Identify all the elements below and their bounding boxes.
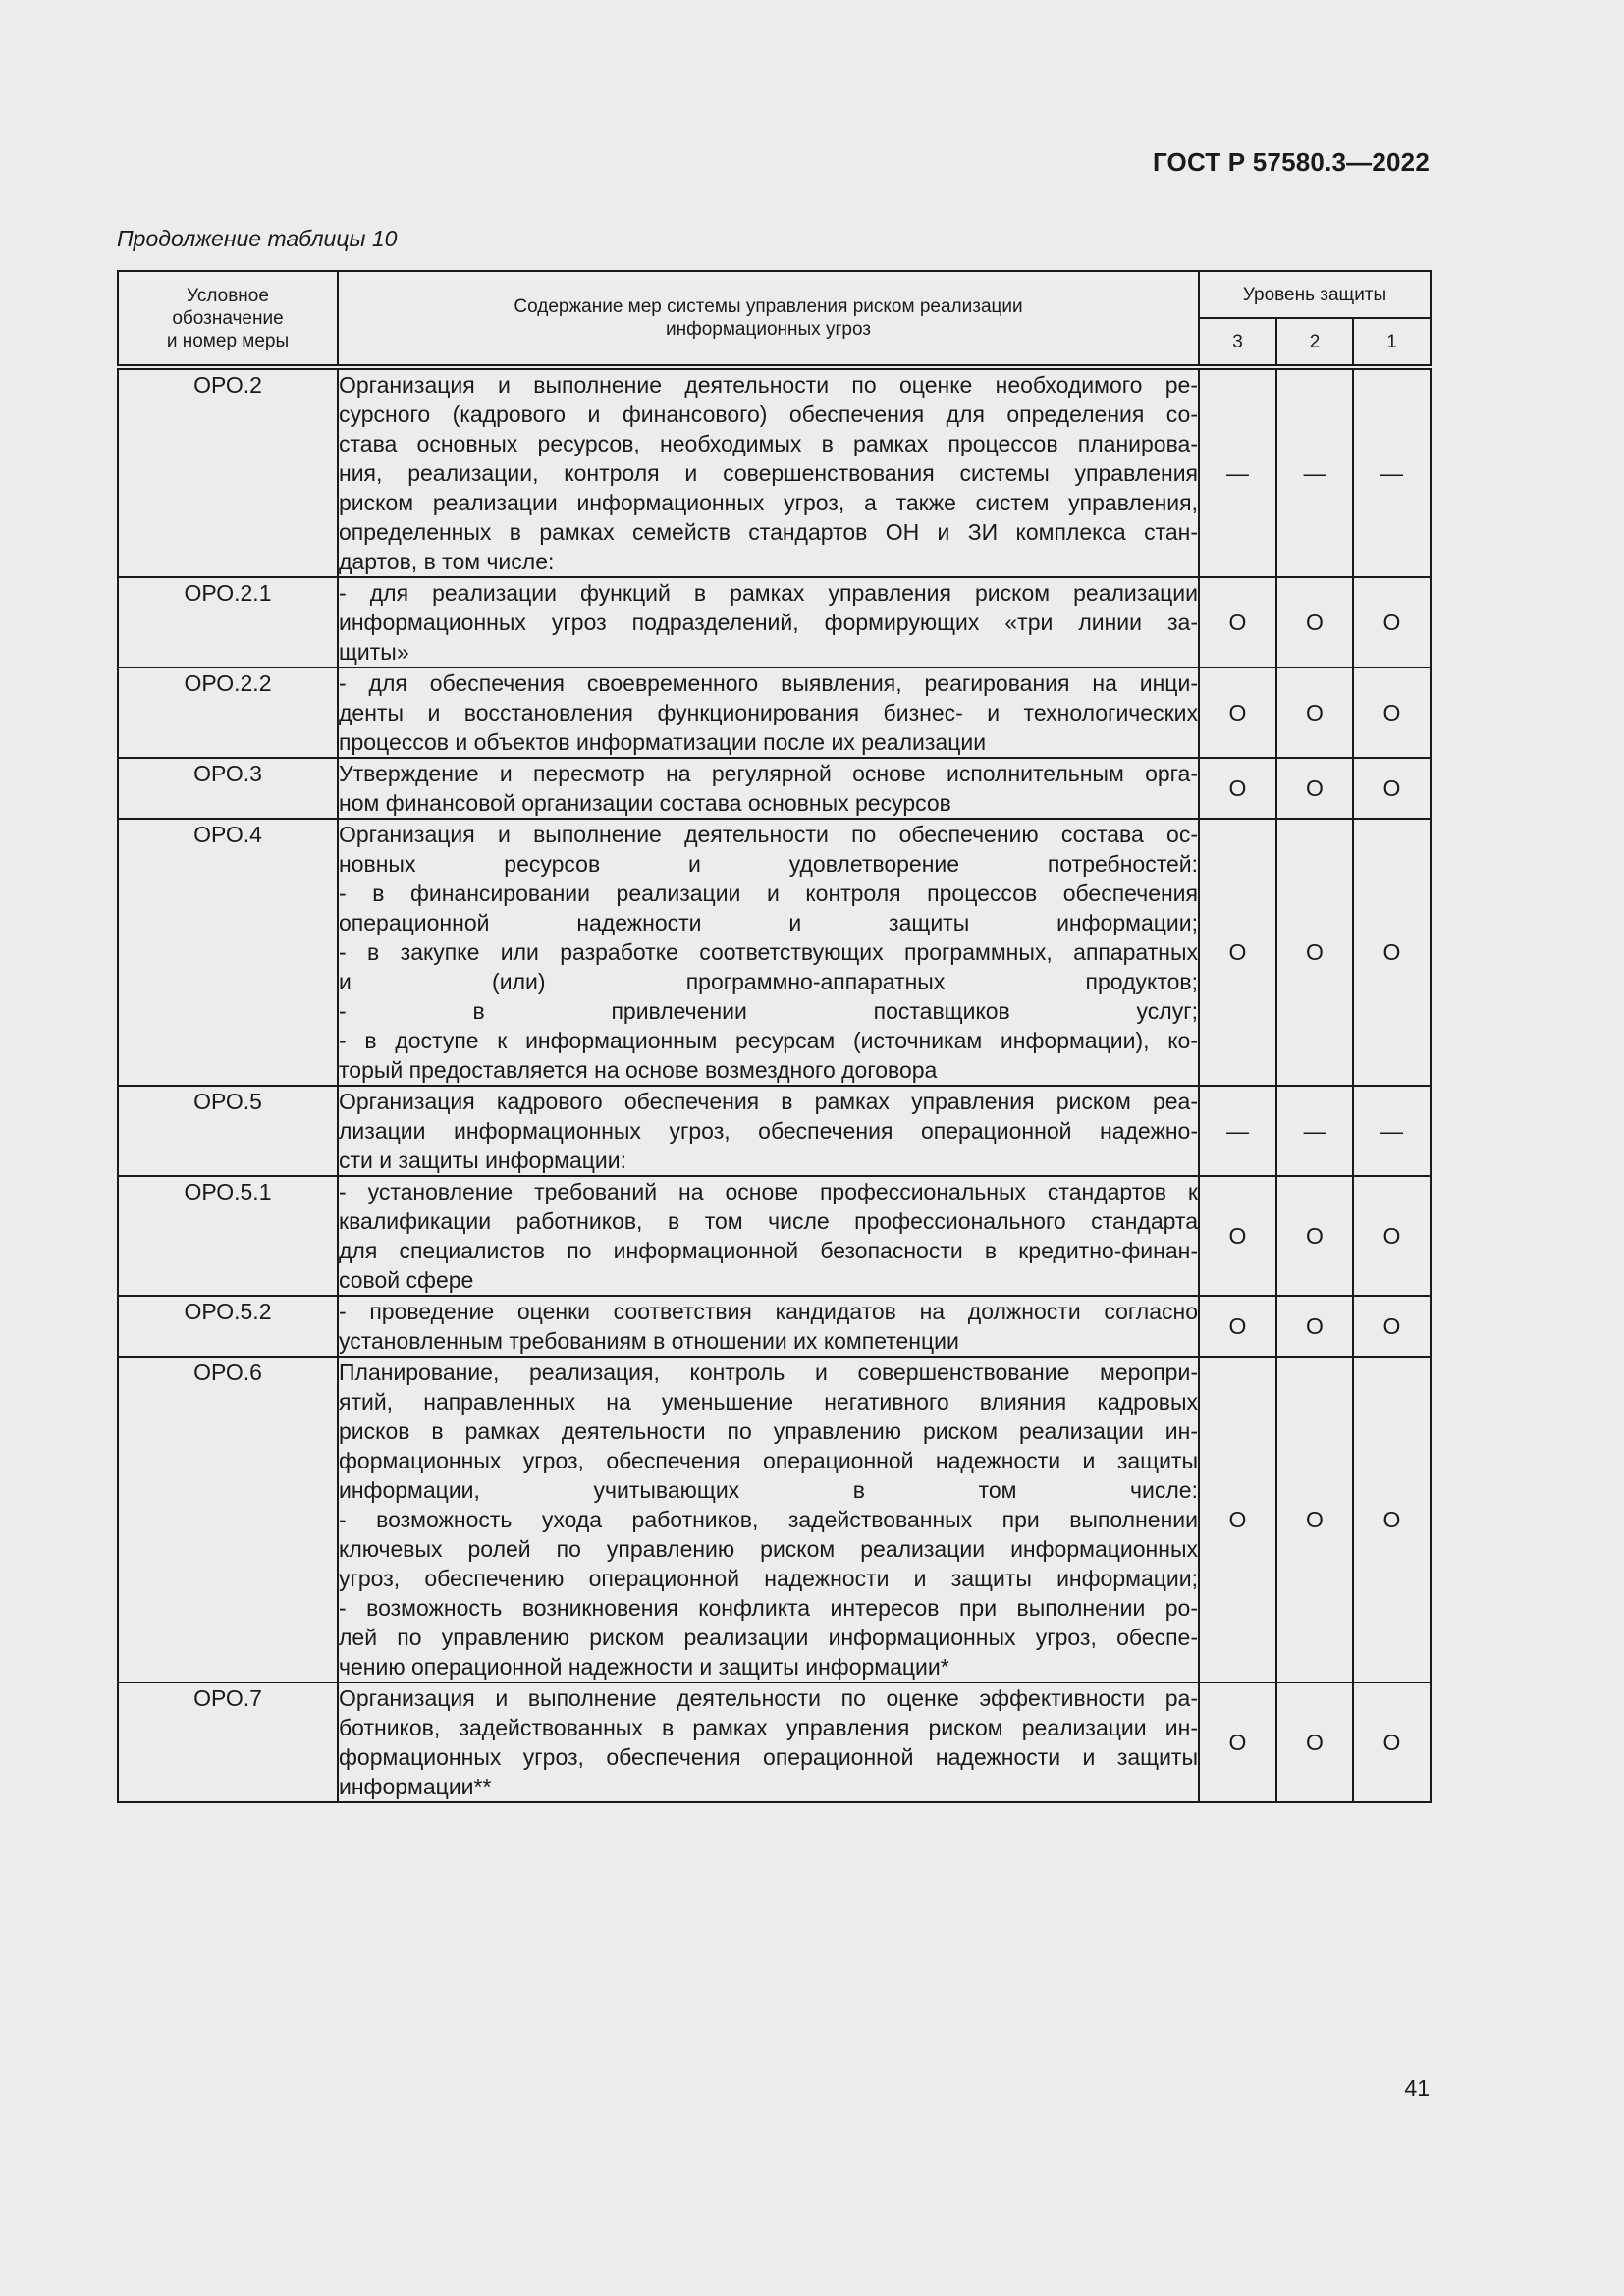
measure-content-line: - для обеспечения своевременного выявления, реагирования на инци- (339, 670, 1198, 696)
measure-content-line: торый предоставляется на основе возмездного договора (339, 1057, 938, 1083)
measure-code: ОРО.5.2 (118, 1296, 338, 1357)
level-2-mark: О (1276, 1682, 1353, 1802)
header-code-line: обозначение (172, 307, 284, 329)
page-number: 41 (1404, 2075, 1430, 2101)
measure-content-line: лизации информационных угроз, обеспечения операционной надежно- (339, 1118, 1198, 1144)
table-row (118, 1176, 1431, 1296)
measure-code: ОРО.6 (118, 1357, 338, 1682)
document-standard-header: ГОСТ Р 57580.3—2022 (1152, 147, 1430, 177)
header-protection-level: Уровень защиты (1199, 271, 1431, 318)
measure-content-line: - возможность возникновения конфликта интересов при выполнении ро- (339, 1595, 1198, 1621)
measure-content-line: чению операционной надежности и защиты информации* (339, 1654, 949, 1680)
table-row (118, 667, 1431, 758)
measures-table (117, 270, 1432, 1803)
measure-content-line: новных ресурсов и удовлетворение потребностей: (339, 851, 1198, 877)
measure-content-line: - проведение оценки соответствия кандидатов на должности согласно (339, 1299, 1198, 1324)
measure-content-line: совой сфере (339, 1267, 474, 1293)
level-3-mark: О (1199, 1682, 1276, 1802)
measure-content (338, 667, 1199, 758)
measure-content-line: информации, учитывающих в том числе: (339, 1477, 1198, 1503)
header-content-line: информационных угроз (665, 319, 872, 340)
level-1-mark: О (1353, 758, 1431, 819)
measure-content-line: сурсного (кадрового и финансового) обеспечения для определения со- (339, 401, 1198, 427)
level-3-mark: О (1199, 667, 1276, 758)
measure-content-line: сти и защиты информации: (339, 1148, 626, 1173)
measure-content (338, 819, 1199, 1086)
measure-content-line: ном финансовой организации состава основных ресурсов (339, 790, 951, 816)
level-1-mark: О (1353, 1176, 1431, 1296)
level-3-mark: О (1199, 577, 1276, 667)
level-1-mark: — (1353, 367, 1431, 577)
table-row (118, 367, 1431, 577)
table-row (118, 1086, 1431, 1176)
header-content-line: Содержание мер системы управления риском реализации (514, 296, 1023, 317)
measure-content-line: Планирование, реализация, контроль и совершенствование меропри- (339, 1360, 1198, 1385)
level-2-mark: О (1276, 577, 1353, 667)
measure-content-line: - в закупке или разработке соответствующих программных, аппаратных (339, 939, 1198, 965)
measure-code: ОРО.2.1 (118, 577, 338, 667)
measure-content-line: - в финансировании реализации и контроля процессов обеспечения (339, 881, 1198, 906)
table-caption: Продолжение таблицы 10 (117, 226, 398, 251)
measure-content-line: ключевых ролей по управлению риском реализации информационных (339, 1536, 1198, 1562)
table-row (118, 1682, 1431, 1802)
measure-content-line: Организация кадрового обеспечения в рамках управления риском реа- (339, 1089, 1198, 1114)
measure-content (338, 1296, 1199, 1357)
measure-content-line: става основных ресурсов, необходимых в рамках процессов планирова- (339, 431, 1198, 456)
measure-content (338, 1086, 1199, 1176)
table-body (118, 367, 1431, 1802)
measure-content-line: Организация и выполнение деятельности по обеспечению состава ос- (339, 822, 1198, 847)
measure-code: ОРО.2.2 (118, 667, 338, 758)
level-3-mark: О (1199, 1296, 1276, 1357)
table-row (118, 1357, 1431, 1682)
measure-content-line: Организация и выполнение деятельности по оценке необходимого ре- (339, 372, 1198, 398)
measure-code: ОРО.2 (118, 367, 338, 577)
level-3-mark: О (1199, 758, 1276, 819)
measure-content-line: и (или) программно-аппаратных продуктов; (339, 969, 1198, 994)
level-3-mark: О (1199, 1176, 1276, 1296)
measure-content-line: ботников, задействованных в рамках управления риском реализации ин- (339, 1715, 1198, 1740)
level-2-mark: О (1276, 1357, 1353, 1682)
measure-code: ОРО.4 (118, 819, 338, 1086)
measure-content-line: операционной надежности и защиты информации; (339, 910, 1198, 935)
measure-content (338, 1176, 1199, 1296)
measure-content-line: - возможность ухода работников, задействованных при выполнении (339, 1507, 1198, 1532)
measure-content (338, 577, 1199, 667)
measure-content-line: установленным требованиям в отношении их компетенции (339, 1328, 959, 1354)
level-3-mark: О (1199, 819, 1276, 1086)
measure-content (338, 758, 1199, 819)
measure-code: ОРО.3 (118, 758, 338, 819)
measure-code: ОРО.5 (118, 1086, 338, 1176)
measure-content (338, 1682, 1199, 1802)
measure-content-line: - в привлечении поставщиков услуг; (339, 998, 1198, 1024)
header-content-column (338, 271, 1199, 367)
measure-content-line: угроз, обеспечению операционной надежности и защиты информации; (339, 1566, 1198, 1591)
measure-content-line: ятий, направленных на уменьшение негативного влияния кадровых (339, 1389, 1198, 1415)
measure-content-line: процессов и объектов информатизации после их реализации (339, 729, 987, 755)
measure-content-line: лей по управлению риском реализации информационных угроз, обеспе- (339, 1625, 1198, 1650)
level-3-mark: — (1199, 1086, 1276, 1176)
level-1-mark: О (1353, 667, 1431, 758)
measure-content-line: информационных угроз подразделений, формирующих «три линии за- (339, 610, 1198, 635)
level-1-mark: О (1353, 819, 1431, 1086)
header-code-line: и номер меры (166, 330, 290, 351)
level-2-mark: О (1276, 1176, 1353, 1296)
level-1-mark: — (1353, 1086, 1431, 1176)
table-row (118, 758, 1431, 819)
level-1-mark: О (1353, 1296, 1431, 1357)
measure-content-line: определенных в рамках семейств стандартов ОН и ЗИ комплекса стан- (339, 519, 1198, 545)
level-2-mark: — (1276, 367, 1353, 577)
measure-content-line: ния, реализации, контроля и совершенствования системы управления (339, 460, 1198, 486)
level-1-mark: О (1353, 577, 1431, 667)
measure-code: ОРО.7 (118, 1682, 338, 1802)
header-level-1: 1 (1353, 318, 1431, 367)
level-2-mark: — (1276, 1086, 1353, 1176)
measure-content-line: - установление требований на основе профессиональных стандартов к (339, 1179, 1198, 1204)
measure-content-line: Утверждение и пересмотр на регулярной основе исполнительным орга- (339, 761, 1198, 786)
measure-content-line: Организация и выполнение деятельности по оценке эффективности ра- (339, 1685, 1198, 1711)
level-3-mark: О (1199, 1357, 1276, 1682)
measure-content-line: рисков в рамках деятельности по управлению риском реализации ин- (339, 1418, 1198, 1444)
header-level-3: 3 (1199, 318, 1276, 367)
level-1-mark: О (1353, 1682, 1431, 1802)
measure-content-line: для специалистов по информационной безопасности в кредитно-финан- (339, 1238, 1198, 1263)
level-2-mark: О (1276, 819, 1353, 1086)
measure-content-line: квалификации работников, в том числе профессионального стандарта (339, 1208, 1198, 1234)
level-2-mark: О (1276, 1296, 1353, 1357)
measure-content-line: - для реализации функций в рамках управления риском реализации (339, 580, 1198, 606)
measure-content (338, 1357, 1199, 1682)
table-row (118, 819, 1431, 1086)
level-2-mark: О (1276, 667, 1353, 758)
header-level-2: 2 (1276, 318, 1353, 367)
measure-code: ОРО.5.1 (118, 1176, 338, 1296)
level-1-mark: О (1353, 1357, 1431, 1682)
header-code-line: Условное (187, 285, 269, 306)
measure-content-line: - в доступе к информационным ресурсам (источникам информации), ко- (339, 1028, 1198, 1053)
measure-content-line: дартов, в том числе: (339, 549, 555, 574)
measure-content-line: риском реализации информационных угроз, а также систем управления, (339, 490, 1198, 515)
measure-content-line: щиты» (339, 639, 409, 665)
measure-content-line: формационных угроз, обеспечения операционной надежности и защиты (339, 1448, 1198, 1473)
measure-content-line: денты и восстановления функционирования бизнес- и технологических (339, 700, 1198, 725)
table-row (118, 1296, 1431, 1357)
level-3-mark: — (1199, 367, 1276, 577)
table-row (118, 577, 1431, 667)
measure-content (338, 367, 1199, 577)
measure-content-line: формационных угроз, обеспечения операционной надежности и защиты (339, 1744, 1198, 1770)
header-code-column (118, 271, 338, 367)
level-2-mark: О (1276, 758, 1353, 819)
measure-content-line: информации** (339, 1774, 492, 1799)
